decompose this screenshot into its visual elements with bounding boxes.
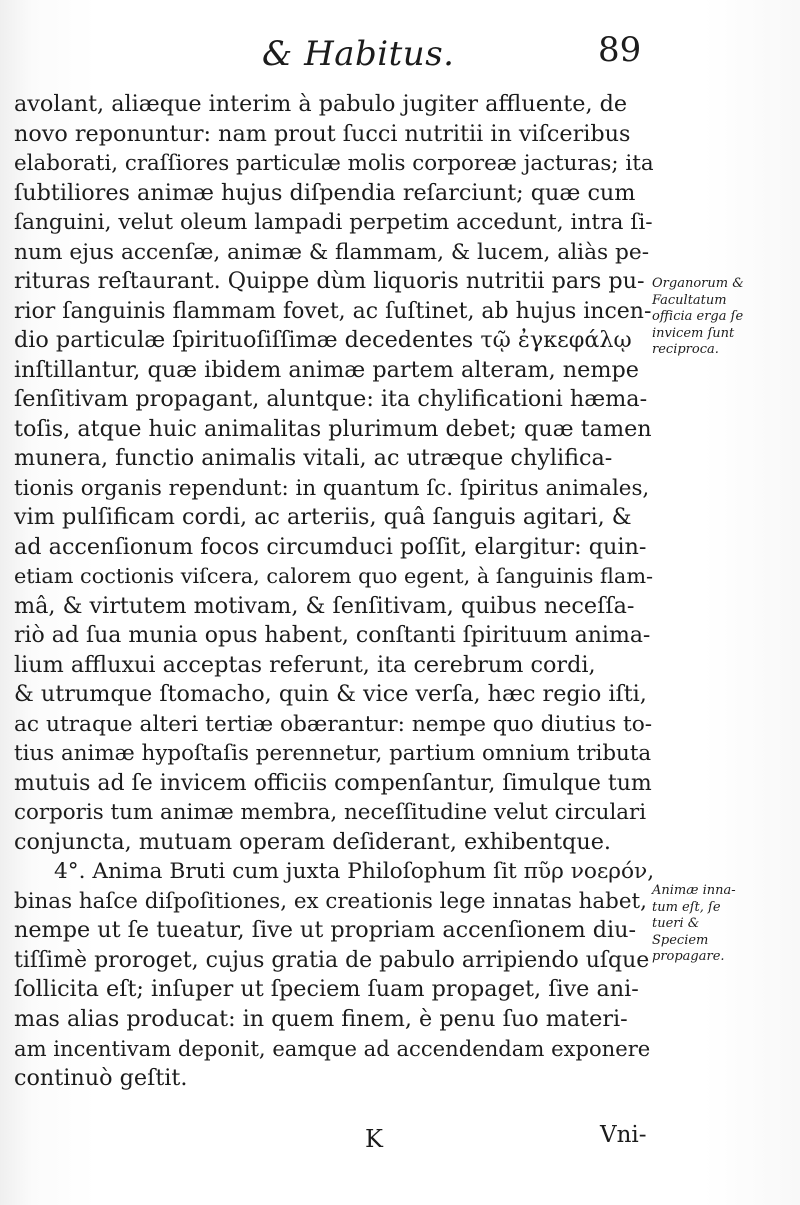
text-line: tius animæ hypoſtaſis perennetur, partium omnium tributa (14, 741, 652, 766)
page-number: 89 (598, 30, 642, 70)
text-line: rituras reſtaurant. Quippe dùm liquoris nutritii pars pu- (14, 268, 645, 294)
catchword: Vni- (600, 1122, 647, 1148)
text-line: inſtillantur, quæ ibidem animæ partem alteram, nempe (14, 356, 639, 383)
text-line: riò ad ſua munia opus habent, conſtanti ſpirituum anima- (14, 623, 651, 648)
text-line: nempe ut ſe tueatur, ſive ut propriam accenſionem diu- (14, 917, 637, 943)
margin-note-line: Facultatum (652, 292, 727, 308)
text-line: am incentivam deponit, eamque ad accendendam exponere (14, 1036, 651, 1061)
signature-mark: K (365, 1125, 383, 1153)
text-line: & utrumque ſtomacho, quin & vice verſa, hæc regio iſti, (14, 681, 647, 707)
margin-note-line: reciproca. (652, 342, 719, 357)
paragraph-start-line: 4°. Anima Bruti cum juxta Philoſophum ſit πῦρ νοερόν, (54, 859, 655, 884)
text-line: ſollicita eſt; inſuper ut ſpeciem ſuam propaget, ſive ani- (14, 976, 639, 1002)
text-line: ſubtiliores animæ hujus diſpendia reſarciunt; quæ cum (14, 179, 636, 206)
margin-note-line: Animæ inna- (652, 883, 736, 898)
text-line: binas haſce diſpoſitiones, ex creationis lege innatas habet, (14, 888, 647, 914)
text-line: munera, functio animalis vitali, ac utræque chylifica- (14, 445, 613, 471)
text-line: rior ſanguinis flammam fovet, ac ſuſtinet, ab hujus incen- (14, 298, 652, 324)
margin-note-reciprocal-functions (652, 276, 797, 359)
margin-note-line: officia erga ſe (652, 309, 744, 324)
text-line: num ejus accenſæ, animæ & flammam, & lucem, aliàs pe- (14, 239, 650, 265)
text-line: ac utraque alteri tertiæ obærantur: nempe quo diutius to- (14, 711, 653, 737)
text-line: continuò geſtit. (14, 1064, 188, 1091)
text-line: dio particulæ ſpirituoſiſſimæ decedentes τῷ ἐγκεφάλῳ (14, 327, 632, 353)
text-line: vim pulſificam cordi, ac arteriis, quâ ſanguis agitari, & (14, 504, 632, 530)
text-line: novo reponuntur: nam prout ſucci nutritii in viſceribus (14, 120, 631, 147)
margin-note-soul-innate (652, 883, 797, 966)
text-line: toſis, atque huic animalitas plurimum debet; quæ tamen (14, 415, 652, 442)
text-line: lium affluxui acceptas referunt, ita cerebrum cordi, (14, 651, 596, 678)
text-line: etiam coctionis viſcera, calorem quo egent, à ſanguinis flam- (14, 564, 654, 588)
text-line: avolant, aliæque interim à pabulo jugiter affluente, de (14, 91, 628, 117)
margin-note-line: Speciem (652, 932, 709, 948)
text-line: ad accenſionum focos circumduci poſſit, elargitur: quin- (14, 533, 647, 560)
text-line: mas alias producat: in quem finem, è penu ſuo materi- (14, 1005, 628, 1032)
margin-note-line: Organorum & (652, 276, 744, 291)
text-line: mâ, & virtutem motivam, & ſenſitivam, quibus neceſſa- (14, 592, 635, 619)
text-line: corporis tum animæ membra, neceſſitudine velut circulari (14, 800, 647, 825)
text-line: mutuis ad ſe invicem officiis compenſantur, ſimulque tum (14, 770, 652, 796)
text-line: conjuncta, mutuam operam deſiderant, exhibentque. (14, 828, 611, 855)
text-line: elaborati, craſſiores particulæ molis corporeæ jacturas; ita (14, 151, 654, 176)
margin-note-line: propagare. (652, 949, 725, 964)
margin-note-line: tueri & (652, 916, 700, 931)
text-line: ſenſitivam propagant, aluntque: ita chylificationi hæma- (14, 386, 648, 412)
text-line: tionis organis rependunt: in quantum ſc. ſpiritus animales, (14, 475, 650, 501)
body-text (14, 90, 654, 1093)
margin-note-line: tum eſt, ſe (652, 899, 721, 915)
margin-note-line: invicem ſunt (652, 325, 735, 341)
text-line: tiſſimè proroget, cujus gratia de pabulo arripiendo uſque (14, 947, 650, 973)
text-line: ſanguini, velut oleum lampadi perpetim accedunt, intra ſi- (14, 210, 653, 235)
running-title: & Habitus. (262, 34, 455, 74)
